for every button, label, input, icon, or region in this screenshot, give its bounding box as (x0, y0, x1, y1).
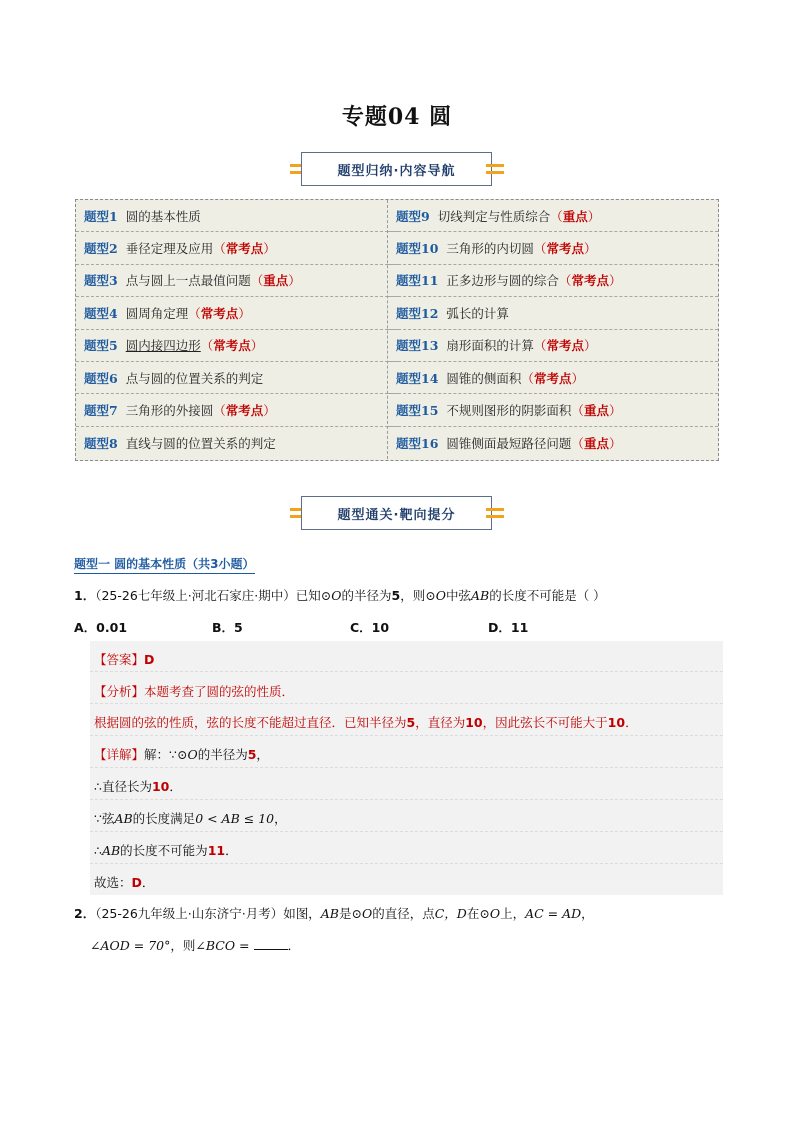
toc-item-number: 题型4 (84, 305, 118, 321)
toc-item[interactable]: 题型7 三角形的外接圆 （ 常考点 ） (76, 394, 398, 426)
question-source: （25-26九年级上·山东济宁·月考） (95, 906, 284, 921)
toc-item[interactable]: 题型4 圆周角定理 （ 常考点 ） (76, 297, 398, 329)
toc-item[interactable]: 题型11 正多边形与圆的综合 （ 常考点 ） (388, 265, 718, 297)
toc-item-name: 不规则图形的阴影面积 (446, 403, 572, 419)
toc-item-name: 弧长的计算 (446, 305, 509, 321)
toc-item-tag: 常考点 (546, 338, 584, 354)
question-number: 1． (74, 588, 96, 603)
question-text: 的长度不可能是（ ） (489, 588, 606, 603)
step-line: ∵弦AB的长度满足0 < AB ≤ 10， (94, 811, 287, 826)
toc-item-name: 圆周角定理 (125, 305, 189, 321)
toc-item-number: 题型14 (396, 370, 439, 386)
toc-item-number: 题型13 (396, 338, 439, 354)
toc-table (75, 199, 719, 461)
toc-item-number: 题型6 (84, 370, 118, 386)
step-line: ∴直径长为10． (94, 779, 182, 794)
toc-item-number: 题型12 (396, 305, 439, 321)
math-circle: ⊙O (425, 588, 446, 603)
toc-item-number: 题型16 (396, 435, 439, 451)
toc-item-number: 题型10 (396, 241, 439, 257)
toc-item-name: 圆锥侧面最短路径问题 (446, 435, 572, 451)
toc-item-name: 圆的基本性质 (125, 208, 201, 224)
analysis-line: 【分析】本题考查了圆的弦的性质． (94, 684, 295, 699)
toc-item-number: 题型9 (396, 208, 430, 224)
answer-blank[interactable] (254, 937, 288, 950)
question-text: ，则 (400, 588, 426, 603)
reason-line: 根据圆的弦的性质，弦的长度不能超过直径．已知半径为5，直径为10，因此弦长不可能大于10． (94, 715, 638, 730)
toc-item-tag: 常考点 (225, 403, 264, 419)
toc-item-tag: 常考点 (546, 241, 584, 257)
math-value: 5 (391, 588, 401, 603)
toc-item-tag: 常考点 (200, 305, 239, 321)
toc-item[interactable] (76, 362, 398, 394)
question-2-line2: ∠AOD = 70°，则∠BCO = ． (90, 938, 301, 953)
nav-banner-label: 题型归纳·内容导航 (301, 152, 492, 186)
toc-item-number: 题型8 (84, 435, 118, 451)
question-text: 已知 (295, 588, 321, 603)
toc-item-name: 正多边形与圆的综合 (446, 273, 559, 289)
toc-item-name: 点与圆的位置关系的判定 (125, 370, 264, 386)
toc-left-column (76, 200, 398, 459)
page-title: 专题04 圆 (341, 104, 453, 130)
toc-item[interactable] (388, 297, 718, 329)
toc-item-number: 题型1 (84, 208, 118, 224)
toc-item[interactable]: 题型5 圆内接四边形 （ 常考点 ） (76, 330, 398, 362)
toc-item[interactable]: 题型15 不规则图形的阴影面积 （ 重点 ） (388, 394, 718, 426)
toc-item[interactable]: 题型10 三角形的内切圆 （ 常考点 ） (388, 232, 718, 264)
toc-item-name: 圆内接四边形 (125, 338, 201, 354)
toc-item-number: 题型5 (84, 338, 118, 354)
toc-item-tag: 重点 (583, 403, 609, 419)
option-a[interactable]: A．0.01 (74, 620, 128, 635)
option-c[interactable]: C．10 (350, 620, 390, 635)
decor-bars-icon (486, 506, 504, 522)
toc-item[interactable]: 题型14 圆锥的侧面积 （ 常考点 ） (388, 362, 718, 394)
answer-line: 【答案】D (94, 652, 155, 667)
toc-item-name: 扇形面积的计算 (446, 338, 534, 354)
detail-line: 【详解】解：∵⊙O的半径为5， (94, 747, 269, 762)
toc-item-tag: 常考点 (213, 338, 251, 354)
toc-item-name: 直线与圆的位置关系的判定 (125, 435, 276, 451)
toc-item-tag: 常考点 (533, 370, 572, 386)
toc-item-tag: 常考点 (571, 273, 609, 289)
toc-item[interactable]: 题型2 垂径定理及应用 （ 常考点 ） (76, 232, 398, 264)
choice-line: 故选：D． (94, 875, 155, 890)
toc-item[interactable]: 题型9 切线判定与性质综合 （ 重点 ） (388, 200, 718, 232)
toc-right-column (388, 200, 718, 459)
toc-item[interactable]: 题型16 圆锥侧面最短路径问题 （ 重点 ） (396, 435, 622, 451)
question-text: 的半径为 (341, 588, 392, 603)
toc-item-name: 点与圆上一点最值问题 (125, 273, 251, 289)
toc-item-number: 题型15 (396, 403, 439, 419)
question-source: （25-26七年级上·河北石家庄·期中） (95, 588, 296, 603)
toc-item-tag: 重点 (562, 208, 588, 224)
answer-box (90, 641, 723, 895)
toc-item-tag: 重点 (583, 435, 609, 451)
toc-item-tag: 常考点 (225, 241, 264, 257)
question-number: 2． (74, 906, 96, 921)
practice-banner-label: 题型通关·靶向提分 (301, 496, 492, 530)
question-2: 2．（25-26九年级上·山东济宁·月考）如图，AB是⊙O的直径，点C，D在⊙O上，AC = AD， (74, 906, 594, 921)
toc-item-name: 三角形的外接圆 (125, 403, 214, 419)
toc-item-number: 题型11 (396, 273, 439, 289)
toc-item[interactable] (76, 427, 398, 459)
options (74, 618, 714, 636)
toc-item-tag: 重点 (263, 273, 289, 289)
toc-item-name: 三角形的内切圆 (446, 241, 534, 257)
toc-item-name: 切线判定与性质综合 (437, 208, 551, 224)
math-segment: AB (470, 588, 490, 603)
decor-bars-icon (486, 162, 504, 178)
math-circle: ⊙O (320, 588, 342, 603)
option-d[interactable]: D．11 (488, 620, 529, 635)
nav-banner (0, 152, 794, 188)
toc-item[interactable]: 题型13 扇形面积的计算 （ 常考点 ） (388, 330, 718, 362)
toc-item-number: 题型2 (84, 241, 118, 257)
toc-item[interactable] (76, 200, 398, 232)
step-line: ∴AB的长度不可能为11． (94, 843, 238, 858)
toc-item-number: 题型3 (84, 273, 118, 289)
toc-item-number: 题型7 (84, 403, 118, 419)
question-1 (74, 586, 606, 604)
question-text: 中弦 (445, 588, 471, 603)
practice-banner (0, 496, 794, 532)
toc-item-name: 垂径定理及应用 (125, 241, 214, 257)
toc-item[interactable]: 题型3 点与圆上一点最值问题 （ 重点 ） (76, 265, 398, 297)
section-title: 题型一 圆的基本性质（共3小题） (74, 555, 255, 574)
toc-item-name: 圆锥的侧面积 (446, 370, 522, 386)
option-b[interactable]: B．5 (212, 620, 243, 635)
